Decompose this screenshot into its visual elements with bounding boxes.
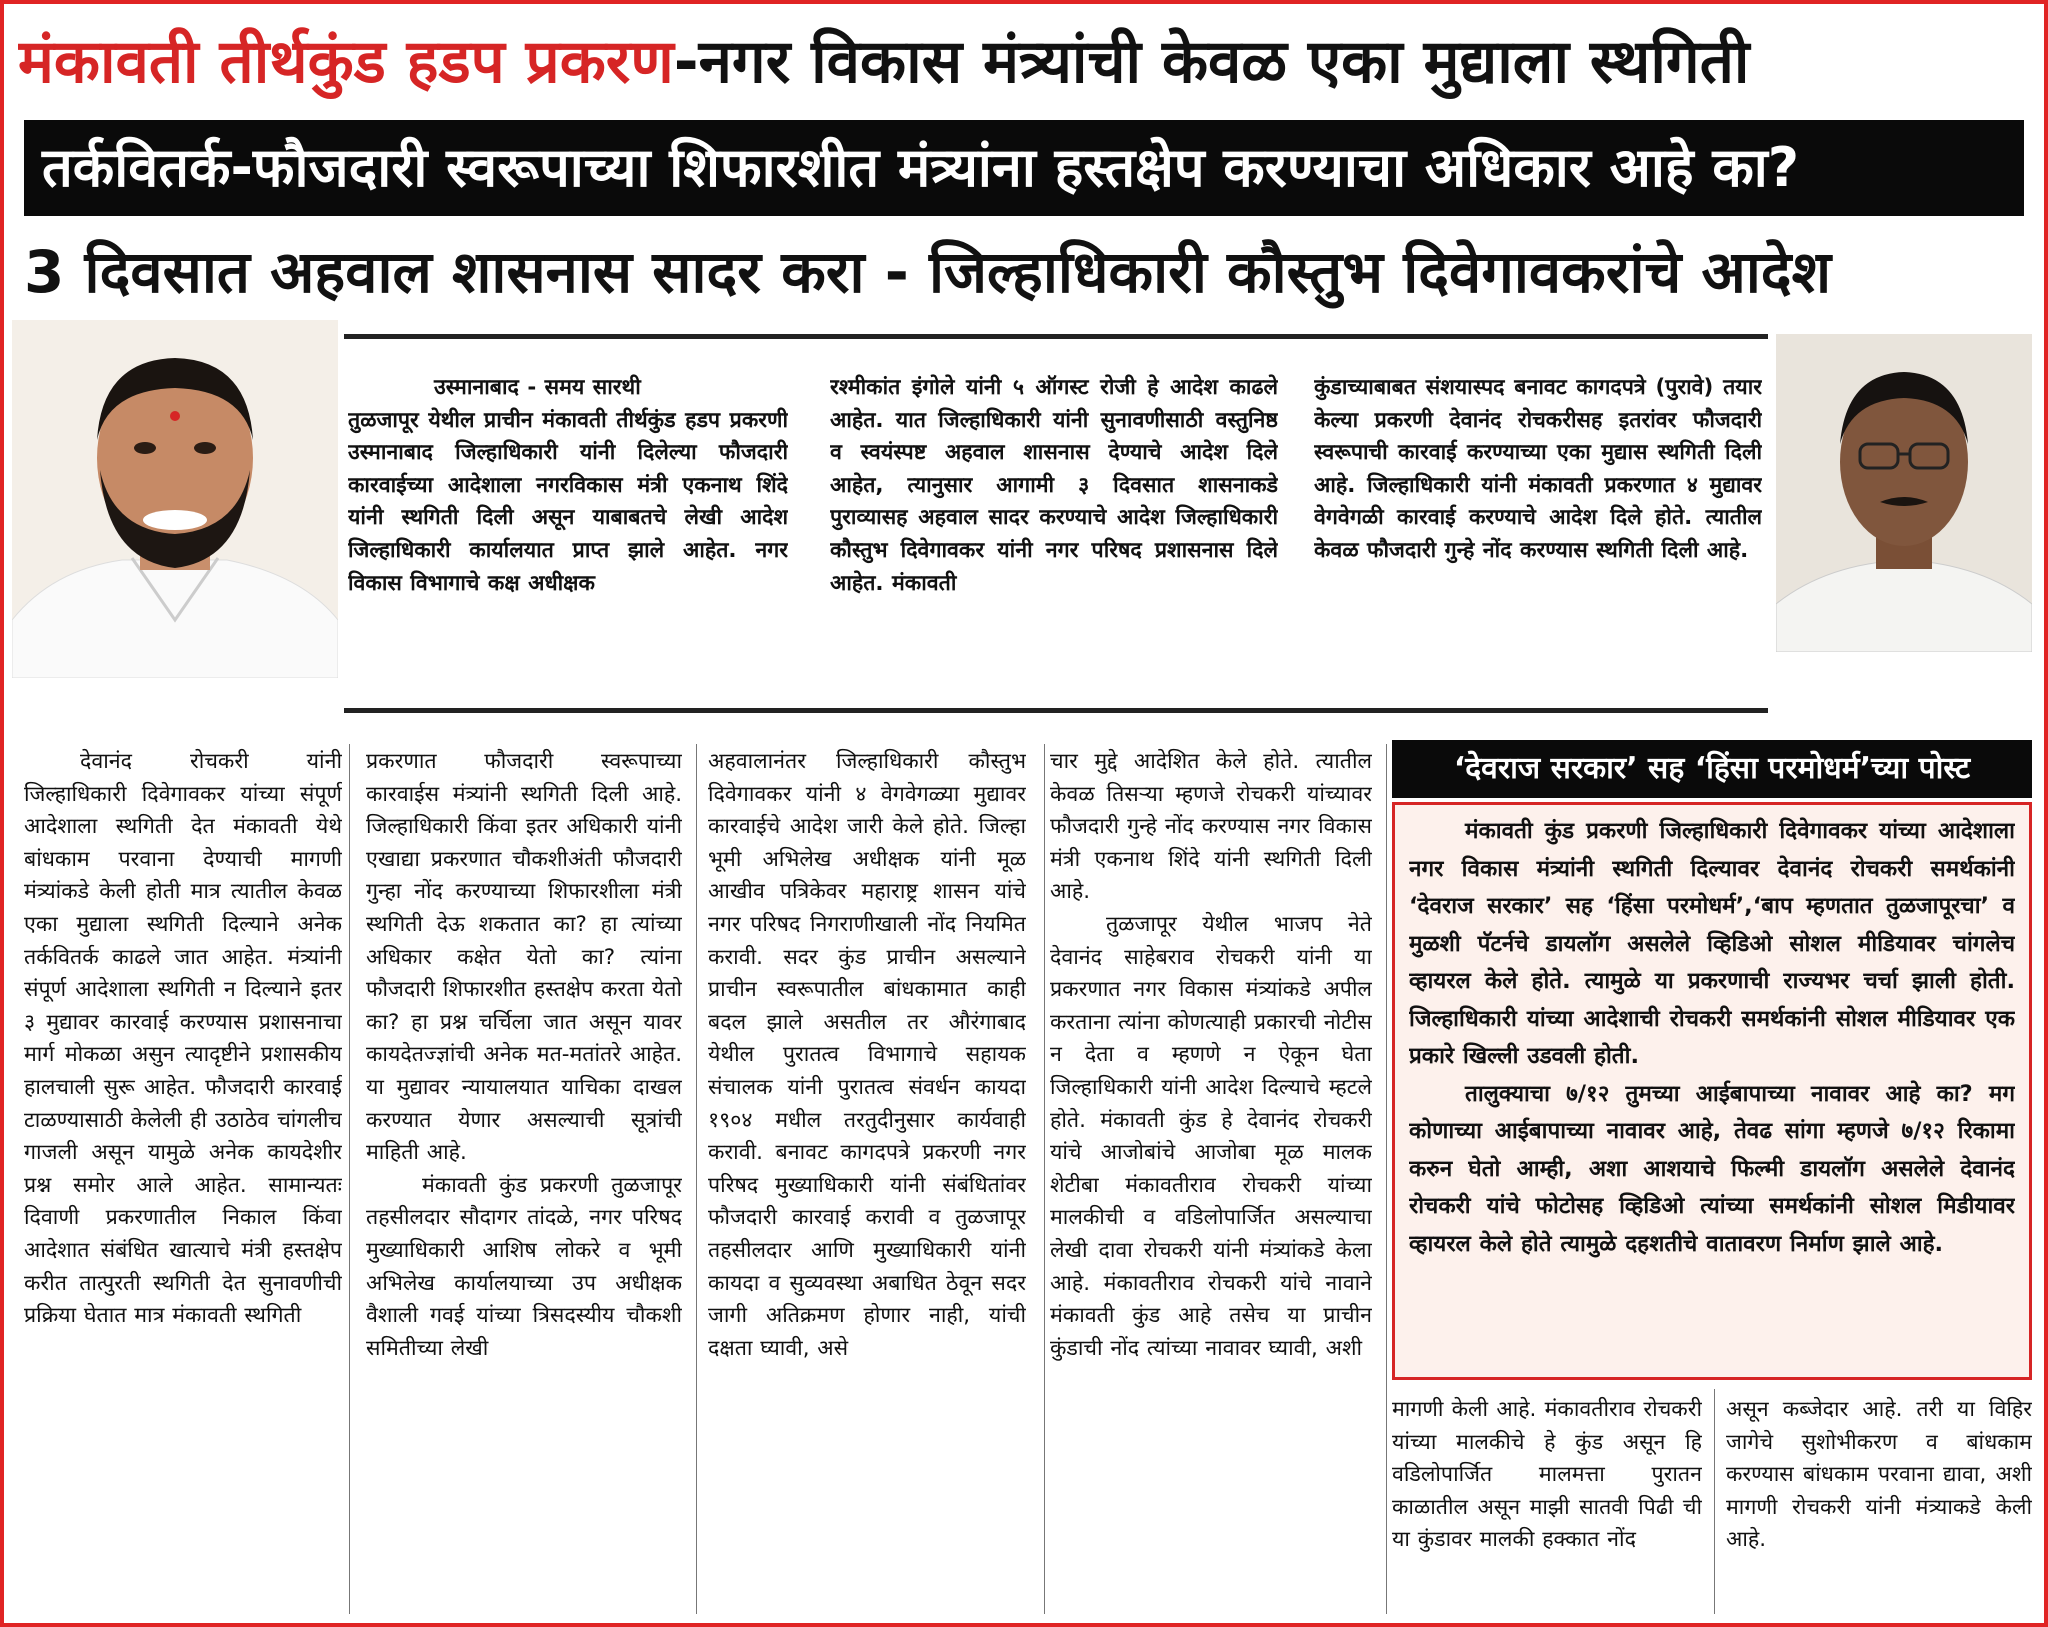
main-headline [18,12,2028,112]
portrait-photo-right [1776,334,2032,652]
dateline: उस्मानाबाद - समय सारथी [434,375,641,400]
body-column-5 [1392,1394,1702,1618]
sidebar-paragraph-1: मंकावती कुंड प्रकरणी जिल्हाधिकारी दिवेगावकर यांच्या आदेशाला नगर विकास मंत्र्यांनी स्थगिती दिल्यावर देवानंद रोचकरी समर्थकांनी ‘देवराज सरकार’ सह ‘हिंसा परमोधर्म’,‘बाप म्हणतात तुळजापूरचा’ व मुळशी पॅटर्नचे डायलॉग असलेले व्हिडिओ सोशल मीडियावर चांगलेच व्हायरल केले होते. त्यामुळे या प्रकरणाची राज्यभर चर्चा झाली होती. जिल्हाधिकारी यांच्या आदेशाची रोचकरी समर्थकांनी सोशल मीडियावर एक प्रकारे खिल्ली उडवली होती. [1409,818,2015,1069]
body-paragraph: असून कब्जेदार आहे. तरी या विहिर जागेचे सुशोभीकरण व बांधकाम करण्यास बांधकाम परवाना द्यावा, अशी मागणी रोचकरी यांनी मंत्र्याकडे केली आहे. [1726,1397,2032,1553]
headline-red-part: मंकावती तीर्थकुंड हडप प्रकरण [18,27,674,97]
body-column-1 [24,746,342,1618]
body-column-2 [366,746,682,1618]
sidebar-heading: ‘देवराज सरकार’ सह ‘हिंसा परमोधर्म’च्या पोस्ट [1392,740,2032,798]
intro-top-rule [344,334,1768,339]
column-divider [1386,744,1387,1614]
sidebar-box [1392,802,2032,1380]
body-paragraph: अहवालानंतर जिल्हाधिकारी कौस्तुभ दिवेगावकर यांनी ४ वेगवेगळ्या मुद्यावर कारवाईचे आदेश जारी केले होते. जिल्हा भूमी अभिलेख अधीक्षक यांनी मूळ आखीव पत्रिकेवर महाराष्ट्र शासन यांचे नगर परिषद निगराणीखाली नोंद नियमित करावी. सदर कुंड प्राचीन असल्याने प्राचीन स्वरूपातील बांधकामात काही बदल झाले असतील तर औरंगाबाद येथील पुरातत्व विभागाचे सहायक संचालक यांनी पुरातत्व संवर्धन कायदा १९०४ मधील तरतुदीनुसार कार्यवाही करावी. बनावट कागदपत्रे प्रकरणी नगर परिषद मुख्याधिकारी यांनी संबंधितांवर फौजदारी कारवाई करावी व तुळजापूर तहसीलदार आणि मुख्याधिकारी यांनी कायदा व सुव्यवस्था अबाधित ठेवून सदर जागी अतिक्रमण होणार नाही, यांची दक्षता घ्यावी, असे [708,749,1026,1361]
intro-column-2 [830,372,1278,682]
body-paragraph: चार मुद्दे आदेशित केले होते. त्यातील केवळ तिसऱ्या म्हणजे रोचकरी यांच्यावर फौजदारी गुन्हे नोंद करण्यास नगर विकास मंत्री एकनाथ शिंदे यांनी स्थगिती दिली आहे. [1050,749,1372,905]
intro-bottom-rule [344,708,1768,713]
intro-column-1 [348,372,788,682]
sidebar-paragraph-2: तालुक्याचा ७/१२ तुमच्या आईबापाच्या नावावर आहे का? मग कोणाच्या आईबापाच्या नावावर आहे, तेवढ सांगा म्हणजे ७/१२ रिकामा करुन घेतो आम्ही, अशा आशयाचे फिल्मी डायलॉग असलेले देवानंद रोचकरी यांचे फोटोसह व्हिडिओ त्यांच्या समर्थकांनी सोशल मिडीयावर व्हायरल केले होते त्यामुळे दहशतीचे वातावरण निर्माण झाले आहे. [1409,1080,2015,1257]
column-divider [1714,1389,1715,1614]
intro-text-3: कुंडाच्याबाबत संशयास्पद बनावट कागदपत्रे (पुरावे) तयार केल्या प्रकरणी देवानंद रोचकरीसह इतरांवर फौजदारी स्वरूपाची कारवाई करण्याच्या एका मुद्यास स्थगिती दिली आहे. जिल्हाधिकारी यांनी मंकावती प्रकरणात ४ मुद्यावर वेगवेगळी कारवाई करण्याचे आदेश दिले होते. त्यातील केवळ फौजदारी गुन्हे नोंद करण्यास स्थगिती दिली आहे. [1314,375,1762,563]
subheadline-band: तर्कवितर्क-फौजदारी स्वरूपाच्या शिफारशीत मंत्र्यांना हस्तक्षेप करण्याचा अधिकार आहे का? [24,120,2024,216]
body-column-3 [708,746,1026,1618]
body-paragraph: तुळजापूर येथील भाजप नेते देवानंद साहेबराव रोचकरी यांनी या प्रकरणात नगर विकास मंत्र्यांकडे अपील करताना त्यांना कोणत्याही प्रकारची नोटीस न देता व म्हणणे न ऐकून घेता जिल्हाधिकारी यांनी आदेश दिल्याचे म्हटले होते. मंकावती कुंड हे देवानंद रोचकरी यांचे आजोबांचे आजोबा मूळ मालक शेटीबा मंकावतीराव रोचकरी यांच्या मालकीची व वडिलोपार्जित असल्याचा लेखी दावा रोचकरी यांनी मंत्र्यांकडे केला आहे. मंकावतीराव रोचकरी यांचे नावाने मंकावती कुंड आहे तसेच या प्राचीन कुंडाची नोंद त्यांच्या नावावर घ्यावी, अशी [1050,911,1372,1361]
column-divider [696,744,697,1614]
body-column-4 [1050,746,1372,1618]
body-paragraph: देवानंद रोचकरी यांनी जिल्हाधिकारी दिवेगावकर यांच्या संपूर्ण आदेशाला स्थगिती देत मंकावती येथे बांधकाम परवाना देण्याची मागणी मंत्र्यांकडे केली होती मात्र त्यातील केवळ एका मुद्याला स्थगिती दिल्याने अनेक तर्कवितर्क काढले जात आहेत. मंत्र्यांनी संपूर्ण आदेशाला स्थगिती न दिल्याने इतर ३ मुद्यावर कारवाई करण्यास प्रशासनाचा मार्ग मोकळा असुन त्यादृष्टीने प्रशासकीय हालचाली सुरू आहेत. फौजदारी कारवाई टाळण्यासाठी केलेली ही उठाठेव चांगलीच गाजली असून यामुळे अनेक कायदेशीर प्रश्न समोर आले आहेत. सामान्यतः दिवाणी प्रकरणातील निकाल किंवा आदेशात संबंधित खात्याचे मंत्री हस्तक्षेप करीत तात्पुरती स्थगिती देत सुनावणीची प्रक्रिया घेतात मात्र मंकावती स्थगिती [24,749,342,1329]
body-paragraph: मागणी केली आहे. मंकावतीराव रोचकरी यांच्या मालकीचे हे कुंड असून हि वडिलोपार्जित मालमत्ता पुरातन काळातील असून माझी सातवी पिढी ची या कुंडावर मालकी हक्कात नोंद [1392,1397,1702,1553]
body-column-6 [1726,1394,2032,1618]
body-paragraph: प्रकरणात फौजदारी स्वरूपाच्या कारवाईस मंत्र्यांनी स्थगिती दिली आहे. जिल्हाधिकारी किंवा इतर अधिकारी यांनी एखाद्या प्रकरणात चौकशीअंती फौजदारी गुन्हा नोंद करण्याच्या शिफारशीला मंत्री स्थगिती देऊ शकतात का? हा त्यांच्या अधिकार कक्षेत येतो का? त्यांना फौजदारी शिफारशीत हस्तक्षेप करता येतो का? हा प्रश्न चर्चिला जात असून यावर कायदेतज्ज्ञांची अनेक मत-मतांतरे आहेत. या मुद्यावर न्यायालयात याचिका दाखल करण्यात येणार असल्याची सूत्रांची माहिती आहे. [366,749,682,1166]
intro-text-2: रश्मीकांत इंगोले यांनी ५ ऑगस्ट रोजी हे आदेश काढले आहेत. यात जिल्हाधिकारी यांनी सुनावणीसाठी वस्तुनिष्ठ व स्वयंस्पष्ट अहवाल शासनास देण्याचे आदेश दिले आहेत, त्यानुसार आगामी ३ दिवसात शासनाकडे पुराव्यासह अहवाल सादर करण्याचे आदेश जिल्हाधिकारी कौस्तुभ दिवेगावकर यांनी नगर परिषद प्रशासनास दिले आहेत. मंकावती [830,375,1278,596]
headline-black-part: -नगर विकास मंत्र्यांची केवळ एका मुद्याला स्थगिती [673,27,1750,97]
intro-text-1: तुळजापूर येथील प्राचीन मंकावती तीर्थकुंड हडप प्रकरणी उस्मानाबाद जिल्हाधिकारी यांनी दिलेल्या फौजदारी कारवाईच्या आदेशाला नगरविकास मंत्री एकनाथ शिंदे यांनी स्थगिती दिली असून याबाबतचे लेखी आदेश जिल्हाधिकारी कार्यालयात प्राप्त झाले आहेत. नगर विकास विभागाचे कक्ष अधीक्षक [348,407,788,596]
body-paragraph: मंकावती कुंड प्रकरणी तुळजापूर तहसीलदार सौदागर तांदळे, नगर परिषद मुख्याधिकारी आशिष लोकरे व भूमी अभिलेख कार्यालयाच्या उप अधीक्षक वैशाली गवई यांच्या त्रिसदस्यीय चौकशी समितीच्या लेखी [366,1172,682,1361]
portrait-photo-left [12,320,338,678]
intro-column-3 [1314,372,1762,682]
third-headline: 3 दिवसात अहवाल शासनास सादर करा - जिल्हाधिकारी कौस्तुभ दिवेगावकरांचे आदेश [24,238,1832,306]
column-divider [349,744,350,1614]
sidebar-text [1409,813,2015,1263]
column-divider [1044,744,1045,1614]
